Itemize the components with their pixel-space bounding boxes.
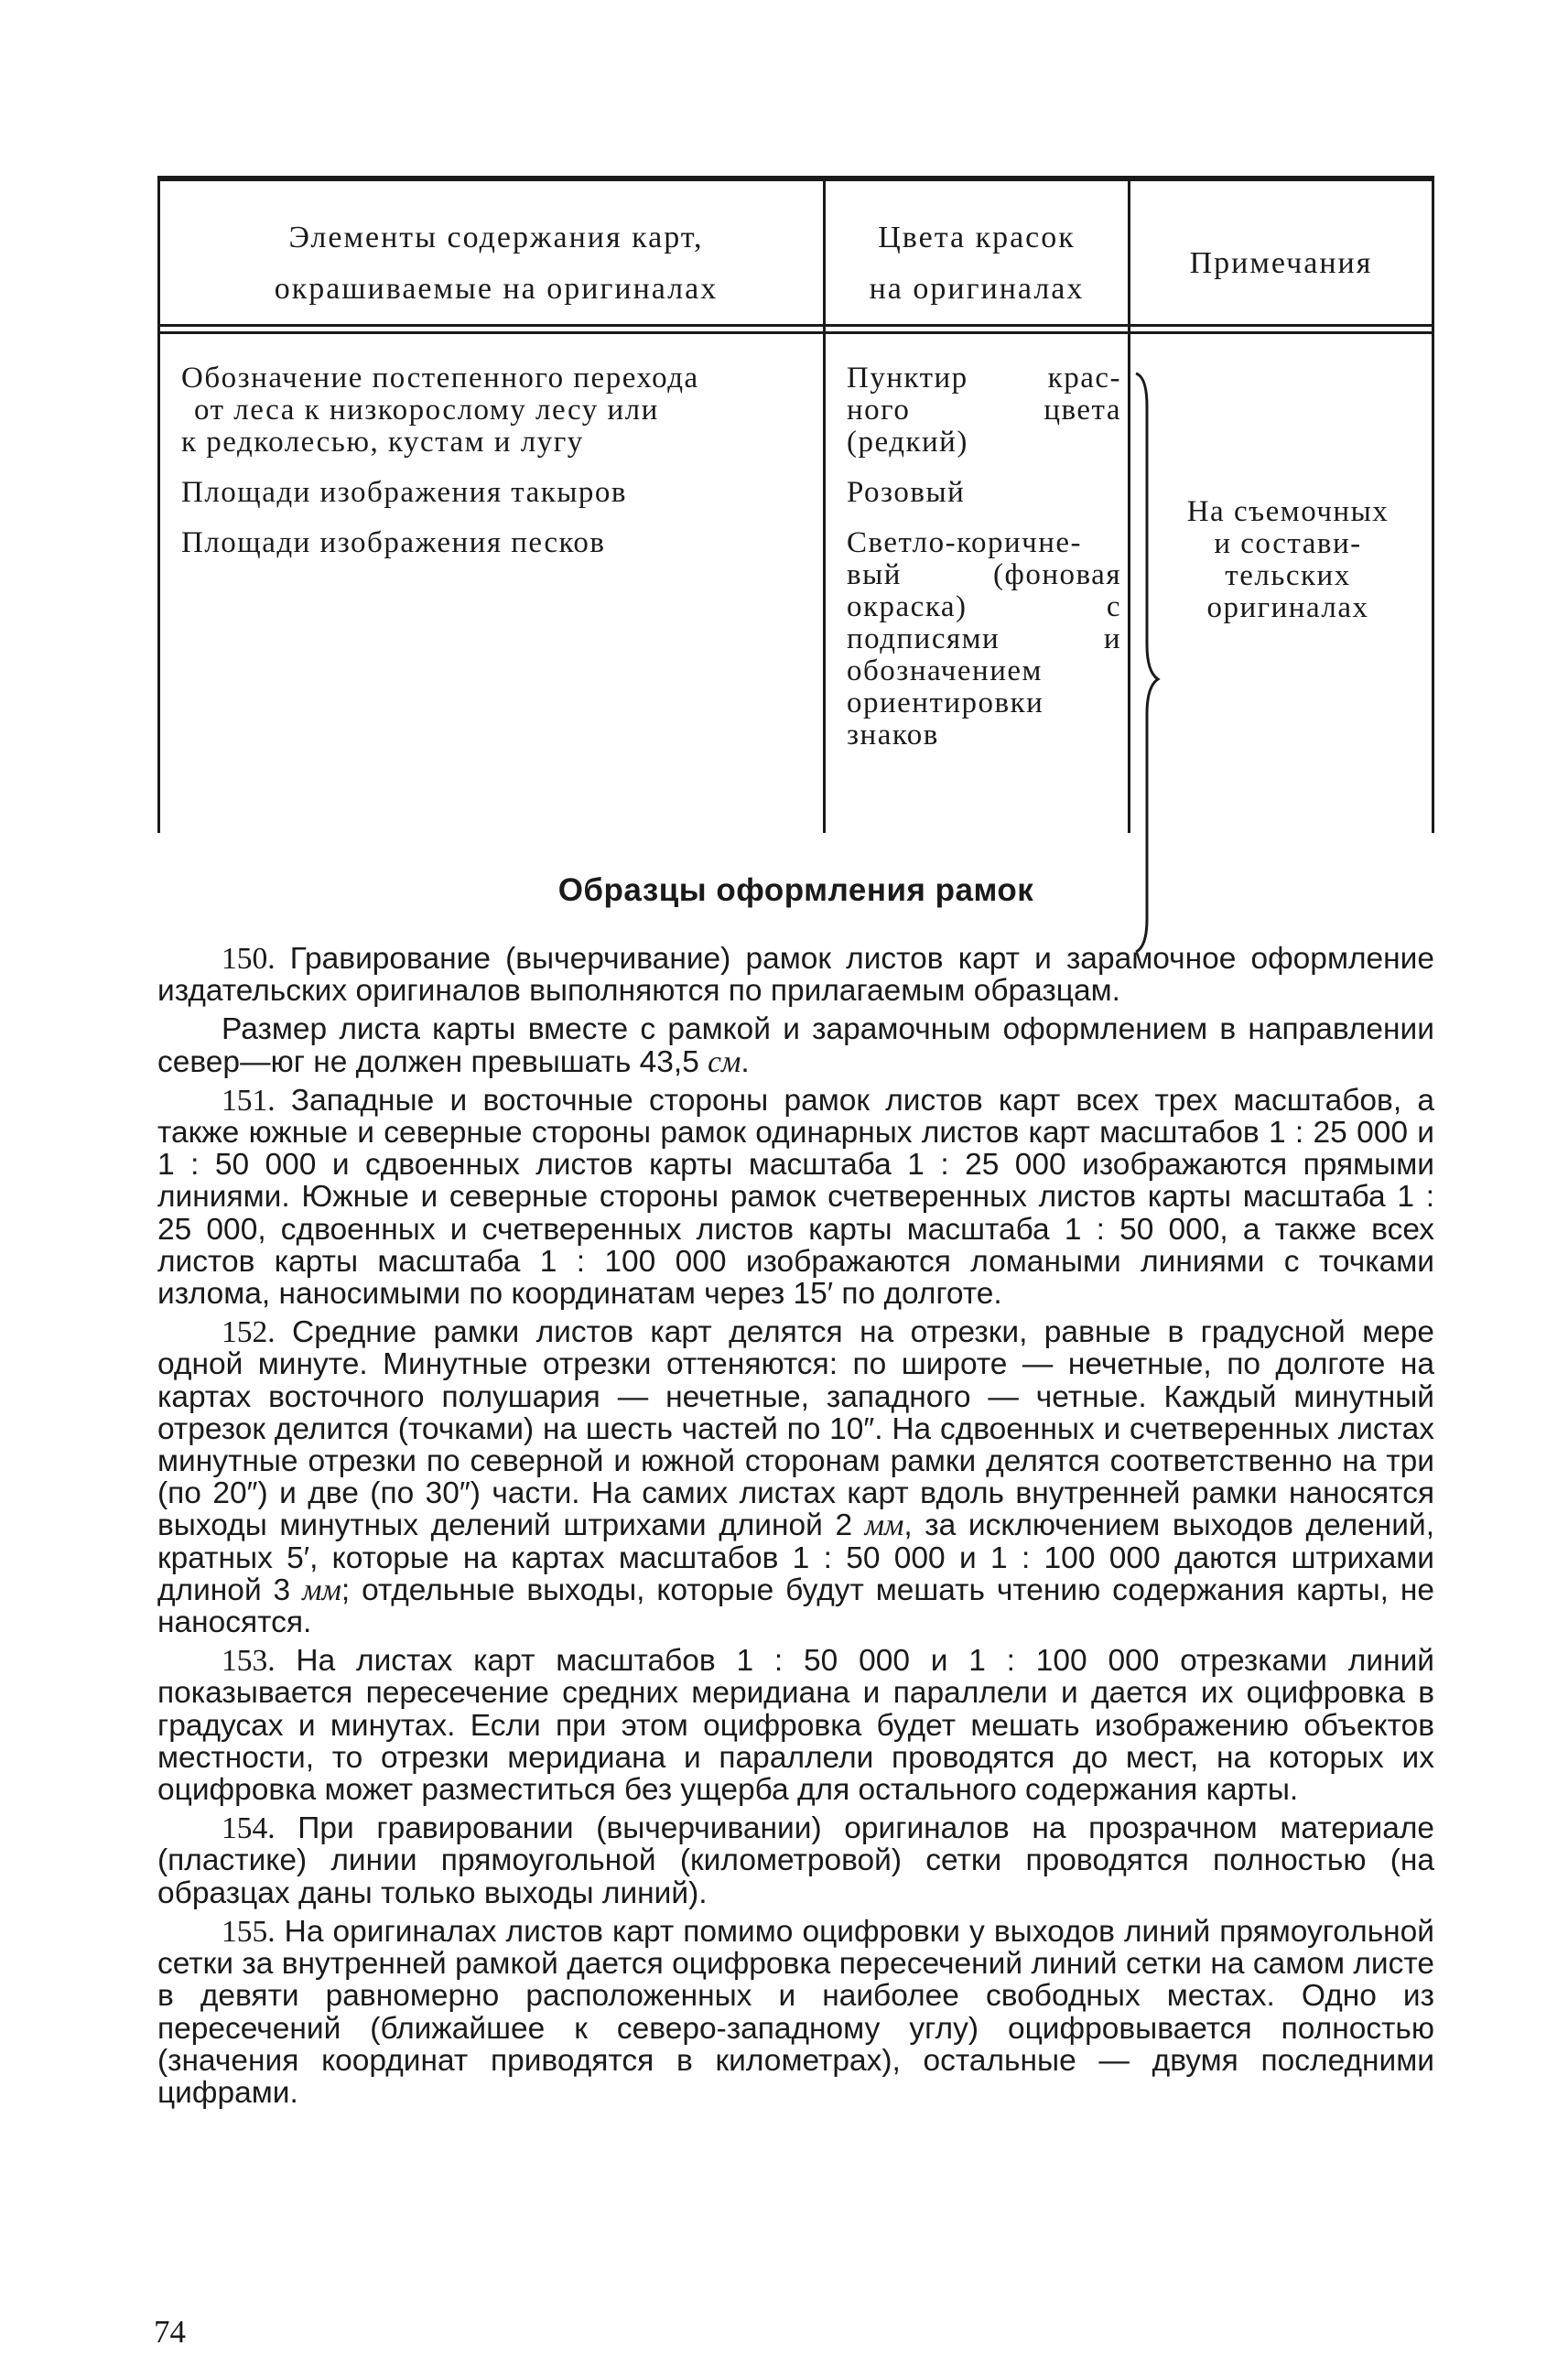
note-column: На съемочных и состави- тельских оригиналах [1186, 495, 1390, 624]
colors-table [157, 176, 1434, 833]
header-rule-2 [157, 331, 1434, 334]
element-row-3: Площади изображения песков [181, 526, 606, 559]
header-colors: Цвета красок на оригиналах [869, 221, 1085, 306]
paragraph-150-size: Размер листа карты вместе с рамкой и зарамочным оформлением в направлении север—юг не должен превышать 43,5 см. [157, 1012, 1434, 1079]
section-title: Образцы оформления рамок [557, 872, 1034, 908]
paragraph-154: 154. При гравировании (вычерчивании) оригиналов на прозрачном материале (пластике) линии прямоугольной (километровой) сетки проводятся полностью (на образцах даны только выходы линий). [157, 1811, 1434, 1910]
paragraph-151: 151. Западные и восточные стороны рамок листов карт всех трех масштабов, а также южные и северные стороны рамок одинарных листов карт масштабов 1 : 25 000 и 1 : 50 000 и сдвоенных листов карты масштаба 1 : 25 000 изображаются прямыми линиями. Южные и северные стороны рамок счетверенных листов карты масштаба 1 : 25 000, сдвоенных и счетверенных листов карты масштаба 1 : 50 000, а также всех листов карты масштаба 1 : 100 000 изображаются ломаными линиями с точками излома, наносимыми по координатам через 15′ по долготе. [157, 1083, 1434, 1312]
body-text [157, 943, 1434, 2115]
header-elements: Элементы содержания карт, окрашиваемые на оригиналах [274, 221, 719, 306]
right-brace-icon [1132, 370, 1169, 956]
header-notes: Примечания [1189, 246, 1373, 280]
paragraph-155: 155. На оригиналах листов карт помимо оцифровки у выходов линий прямоугольной сетки за внутренней рамкой дается оцифровка пересечений линий сетки на самом листе в девяти равномерно расположенных и наиболее свободных местах. Одно из пересечений (ближайшее к северо-западному углу) оцифровывается полностью (значения координат приводятся в километрах), остальные — двумя последними цифрами. [157, 1914, 1434, 2110]
table-left-border [157, 176, 160, 833]
header-rule-1 [157, 324, 1434, 327]
table-right-border [1432, 176, 1434, 833]
color-row-3: Светло-коричне- вый (фоновая окраска) с подписями и обозначением ориентировки знаков [847, 526, 1121, 751]
table-top-rule [157, 176, 1434, 181]
paragraph-150: 150. Гравирование (вычерчивание) рамок листов карт и зарамочное оформление издательских оригиналов выполняются по прилагаемым образцам. [157, 942, 1434, 1009]
page-number: 74 [154, 2314, 186, 2350]
color-row-1: Пунктир крас- ного цвета (редкий) [847, 362, 1121, 459]
paragraph-153: 153. На листах карт масштабов 1 : 50 000 и 1 : 100 000 отрезками линий показывается пересечение средних меридиана и параллели и дается их оцифровка в градусах и минутах. Если при этом оцифровка будет мешать изображению объектов местности, то отрезки меридиана и параллели проводятся до мест, на которых их оцифровка может разместиться без ущерба для остального содержания карты. [157, 1644, 1434, 1808]
element-row-2: Площади изображения такыров [181, 476, 628, 509]
element-row-1: Обозначение постепенного перехода от леса к низкорослому лесу или к редколесью, кустам и лугу [181, 362, 699, 459]
colors-column [847, 362, 1121, 770]
color-row-2: Розовый [847, 476, 966, 509]
elements-column [181, 362, 932, 578]
paragraph-152: 152. Средние рамки листов карт делятся на отрезки, равные в градусной мере одной минуте. Минутные отрезки оттеняются: по широте — нечетные, по долготе на картах восточного полушария — нечетные, западного — четные. Каждый минутный отрезок делится (точками) на шесть частей по 10″. На сдвоенных и счетверенных листах минутные отрезки по северной и южной сторонам рамки делятся соответственно на три (по 20″) и две (по 30″) части. На самих листах карт вдоль внутренней рамки наносятся выходы минутных делений штрихами длиной 2 мм, за исключением выходов делений, кратных 5′, которые на картах масштабов 1 : 50 000 и 1 : 100 000 даются штрихами длиной 3 мм; отдельные выходы, которые будут мешать чтению содержания карты, не наносятся. [157, 1315, 1435, 1640]
